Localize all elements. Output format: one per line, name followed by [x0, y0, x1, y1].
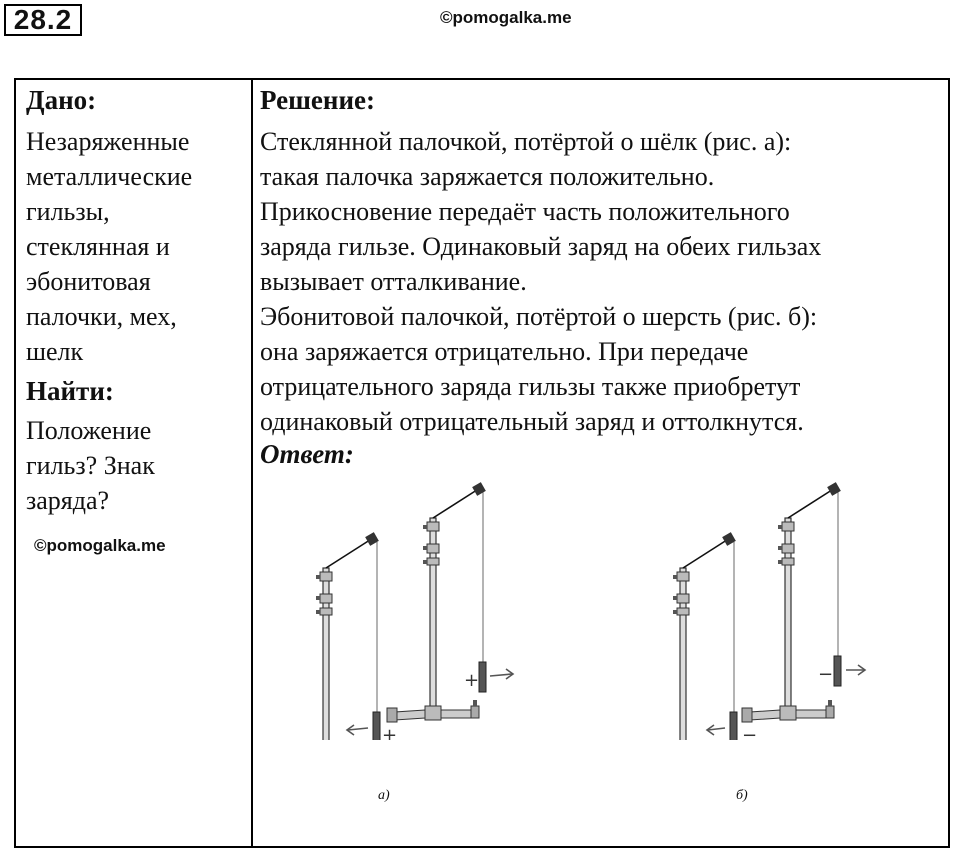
solution-text: Стеклянной палочкой, потёртой о шёлк (рис. а): такая палочка заряжается положительно. Прикосновение передаёт часть положительного заряда гильзе. Одинаковый заряд на обеих гильзах вызывает отталкивание. Эбонитовой палочкой, потёртой о шерсть (рис. б): она заряжается отрицательно. При передаче отрицательного заряда гильзы также приобретут одинаковый отрицательный заряд и оттолкнутся. — [260, 127, 822, 436]
find-text: Положение гильз? Знак заряда? — [26, 416, 155, 515]
caption-b: б) — [736, 788, 748, 803]
sign-minus-1: − — [818, 664, 834, 685]
caption-a: а) — [378, 788, 390, 803]
answer-heading: Ответ: — [260, 439, 354, 469]
sign-plus-1: + — [464, 670, 480, 691]
figure-a — [280, 482, 513, 740]
given-text: Незаряженные металлические гильзы, стеклянная и эбонитовая палочки, мех, шелк — [26, 127, 193, 366]
watermark-top: ©pomogalka.me — [440, 8, 572, 27]
figure-b — [637, 482, 865, 740]
sign-plus-2: + — [382, 725, 398, 740]
column-divider — [251, 80, 253, 846]
given-heading: Дано: — [26, 85, 97, 115]
given-column — [26, 80, 246, 518]
solution-heading: Решение: — [260, 85, 375, 115]
task-number: 28.2 — [4, 4, 82, 36]
watermark-mid: ©pomogalka.me — [34, 536, 166, 555]
sign-minus-2: − — [742, 725, 758, 740]
find-heading: Найти: — [26, 376, 114, 406]
answer-figure — [258, 398, 934, 740]
